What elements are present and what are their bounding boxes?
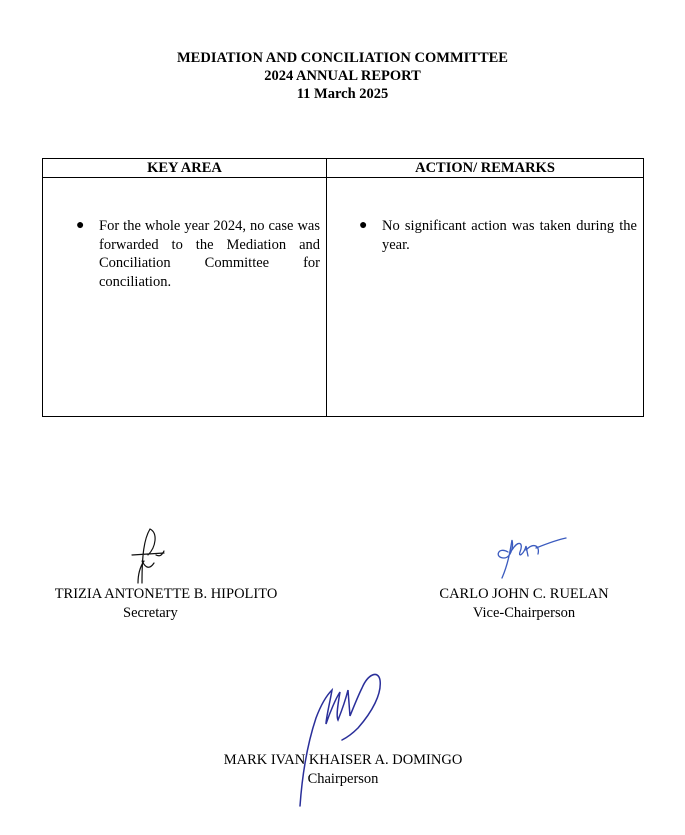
- column-header-action-remarks: ACTION/ REMARKS: [327, 159, 644, 178]
- action-remarks-cell: [327, 178, 644, 417]
- column-header-key-area: KEY AREA: [43, 159, 327, 178]
- vice-chairperson-name: CARLO JOHN C. RUELAN: [439, 586, 609, 602]
- chairperson-signature-block: [200, 751, 486, 789]
- vice-chairperson-signature-block: [424, 585, 624, 623]
- report-date: 11 March 2025: [296, 86, 389, 102]
- secretary-title: Secretary: [123, 605, 178, 621]
- vice-chairperson-title: Vice-Chairperson: [472, 605, 576, 621]
- report-table: [42, 158, 644, 417]
- chairperson-name: MARK IVAN KHAISER A. DOMINGO: [223, 752, 463, 768]
- chairperson-title: Chairperson: [307, 771, 379, 787]
- bullet-icon: ●: [76, 218, 85, 233]
- secretary-signature-icon: [120, 525, 170, 585]
- list-item: [76, 217, 320, 291]
- action-remarks-text: No significant action was taken during the year.: [382, 218, 637, 253]
- bullet-icon: ●: [359, 218, 368, 233]
- key-area-text: For the whole year 2024, no case was forwarded to the Mediation and Conciliation Committee for conciliation.: [99, 218, 320, 290]
- table-row: [43, 178, 644, 417]
- committee-title: MEDIATION AND CONCILIATION COMMITTEE: [177, 50, 508, 66]
- report-title: 2024 ANNUAL REPORT: [264, 68, 421, 84]
- vice-chairperson-signature-icon: [490, 528, 570, 583]
- secretary-name: TRIZIA ANTONETTE B. HIPOLITO: [54, 586, 278, 602]
- document-header: [0, 49, 685, 103]
- key-area-cell: [43, 178, 327, 417]
- secretary-signature-block: [44, 585, 288, 623]
- table-header-row: [43, 159, 644, 178]
- list-item: [359, 217, 637, 254]
